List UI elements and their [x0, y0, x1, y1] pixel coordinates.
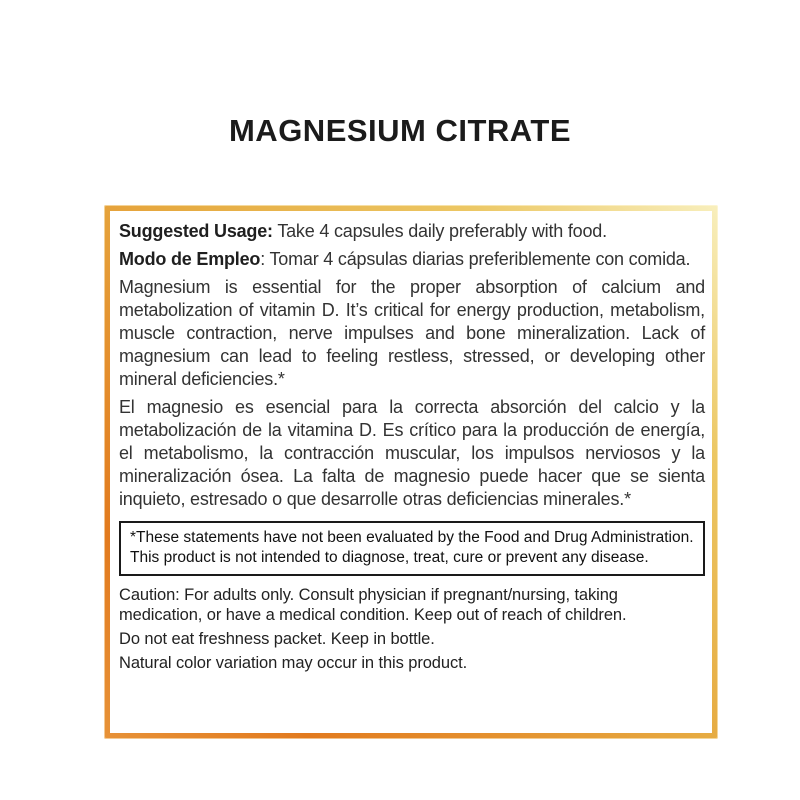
color-variation-note: Natural color variation may occur in this product. [119, 654, 468, 672]
product-title: MAGNESIUM CITRATE [228, 113, 572, 148]
fda-disclaimer-box [119, 521, 705, 576]
suggested-usage-text: Take 4 capsules daily preferably with food. [272, 221, 607, 241]
label-panel [110, 211, 712, 733]
freshness-note: Do not eat freshness packet. Keep in bottle. [119, 630, 435, 648]
modo-de-empleo-label: Modo de Empleo [119, 249, 261, 269]
modo-de-empleo-text: : Tomar 4 cápsulas diarias preferiblemente con comida. [260, 249, 691, 269]
description-spanish: El magnesio es esencial para la correcta absorción del calcio y la metabolización de la vitamina D. Es crítico para la producción de energía, el metabolismo, la contracción muscular, los impulsos nerviosos y la mineralización ósea. La falta de magnesio puede hacer que se sienta inquieto, estresado o que desarrolle otras deficiencias minerales.* [119, 397, 705, 509]
suggested-usage-label: Suggested Usage: [119, 221, 273, 241]
modo-de-empleo-line [119, 248, 705, 271]
suggested-usage-line [119, 220, 705, 243]
label-frame [104, 205, 718, 739]
caution-text: Caution: For adults only. Consult physician if pregnant/nursing, taking medication, or have a medical condition. Keep out of reach of children. [119, 586, 627, 624]
caution-block [119, 585, 705, 673]
description-english: Magnesium is essential for the proper absorption of calcium and metabolization of vitamin D. It’s critical for energy production, metabolism, muscle contraction, nerve impulses and bone mineralization. Lack of magnesium can lead to feeling restless, stressed, or developing other mineral deficiencies.* [119, 277, 705, 389]
fda-disclaimer-text: *These statements have not been evaluated by the Food and Drug Administration. This product is not intended to diagnose, treat, cure or prevent any disease. [130, 529, 694, 566]
